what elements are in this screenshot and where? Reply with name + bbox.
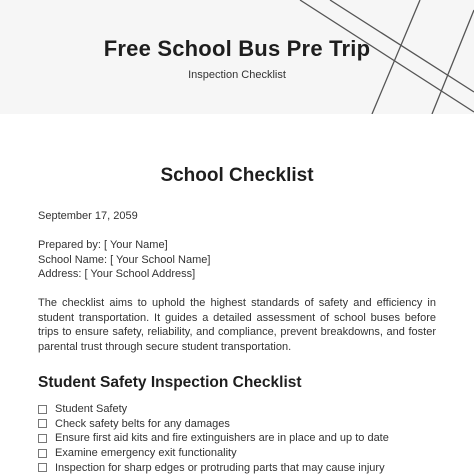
checklist-item [38,417,458,432]
checklist-item [38,402,458,417]
intro-paragraph: The checklist aims to uphold the highest standards of safety and efficiency in student transportation. It guides a detailed assessment of school buses before trips to ensure safety, reliability, and compliance, prevent breakdowns, and foster parental trust through secure student transportation. [38,297,436,353]
checklist-item [38,431,458,446]
prepared-by: Prepared by: [ Your Name] [38,239,168,251]
document-title: School Checklist [160,165,314,186]
checkbox[interactable] [38,434,47,443]
header-subtitle: Inspection Checklist [188,69,286,81]
checklist-item-label: Examine emergency exit functionality [55,447,237,460]
checklist-item-label: Ensure first aid kits and fire extinguishers are in place and up to date [55,432,389,445]
checklist-item-label: Student Safety [55,403,128,416]
checkbox[interactable] [38,405,47,414]
school-name: School Name: [ Your School Name] [38,253,211,266]
checklist-item [38,460,458,475]
checklist-item-label: Inspection for sharp edges or protruding parts that may cause injury [55,461,385,474]
checkbox[interactable] [38,449,47,458]
document-date: September 17, 2059 [38,210,138,222]
document-meta [38,238,210,282]
checklist-item [38,446,458,461]
document-header [0,0,474,114]
school-address: Address: [ Your School Address] [38,268,196,280]
checklist [38,402,458,475]
checklist-item-label: Check safety belts for any damages [55,417,230,430]
checkbox[interactable] [38,463,47,472]
header-title: Free School Bus Pre Trip [103,36,371,61]
section-title: Student Safety Inspection Checklist [38,374,302,391]
checkbox[interactable] [38,419,47,428]
